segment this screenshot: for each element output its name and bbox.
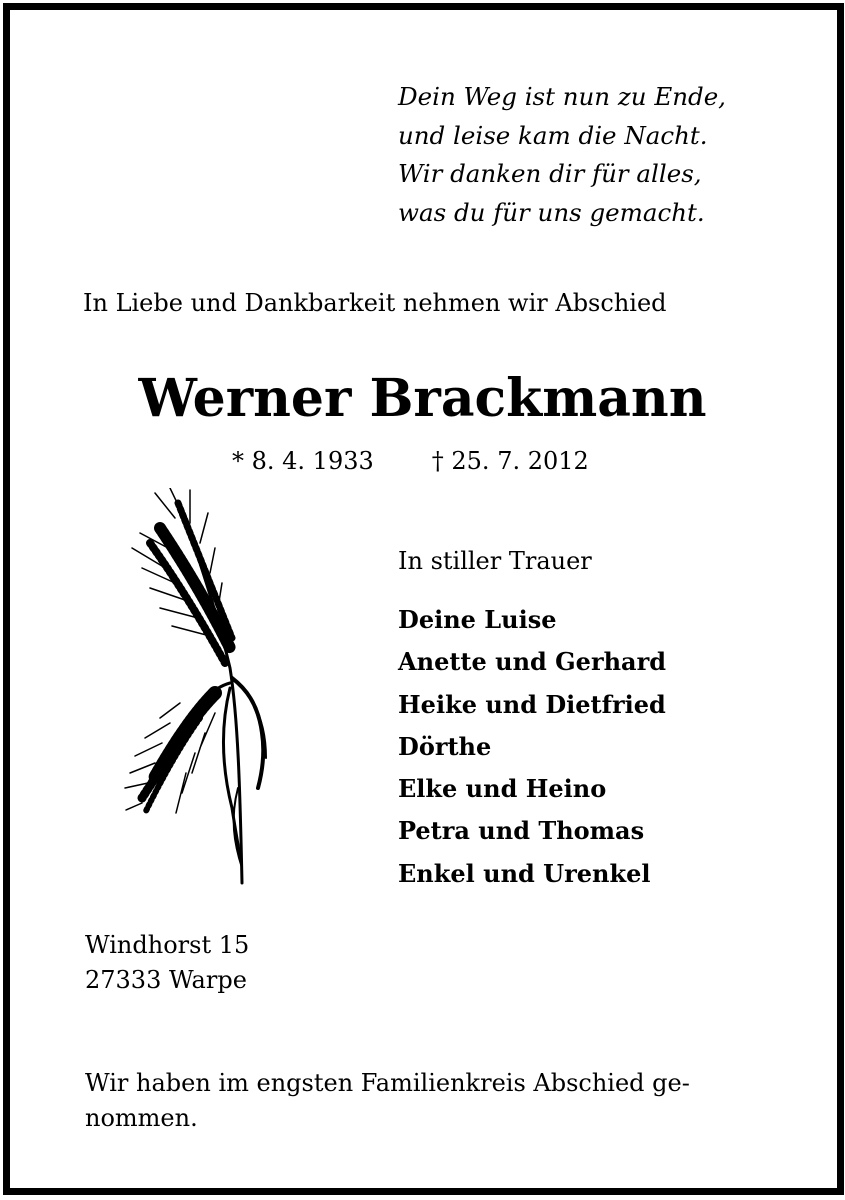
address-street: Windhorst 15 — [85, 931, 250, 959]
mourner-name: Dörthe — [398, 731, 492, 761]
poem — [398, 78, 726, 232]
intro-text: In Liebe und Dankbarkeit nehmen wir Abschied — [83, 289, 667, 317]
closing-note — [85, 1066, 690, 1136]
poem-line: und leise kam die Nacht. — [398, 120, 708, 150]
poem-line: Wir danken dir für alles, — [398, 159, 702, 188]
mourner-name: Deine Luise — [398, 605, 557, 634]
death-date: † 25. 7. 2012 — [431, 447, 589, 475]
note-line: Wir haben im engsten Familienkreis Abschied ge- — [85, 1069, 690, 1097]
poem-line: was du für uns gemacht. — [398, 197, 705, 227]
life-dates — [232, 445, 589, 477]
address — [85, 928, 249, 998]
mourners-list — [398, 599, 666, 895]
wheat-ears-icon — [120, 488, 280, 898]
mourner-name: Elke und Heino — [398, 774, 607, 804]
mourner-name: Enkel und Urenkel — [398, 858, 651, 888]
mourner-name: Heike und Dietfried — [398, 689, 666, 719]
mourner-name: Petra und Thomas — [398, 816, 645, 846]
mourning-heading: In stiller Trauer — [398, 547, 592, 575]
note-line: nommen. — [85, 1104, 198, 1132]
mourner-name: Anette und Gerhard — [398, 647, 667, 677]
address-city: 27333 Warpe — [85, 966, 247, 994]
deceased-name: Werner Brackmann — [138, 368, 707, 429]
poem-line: Dein Weg ist nun zu Ende, — [398, 82, 726, 111]
birth-date: * 8. 4. 1933 — [232, 447, 374, 475]
